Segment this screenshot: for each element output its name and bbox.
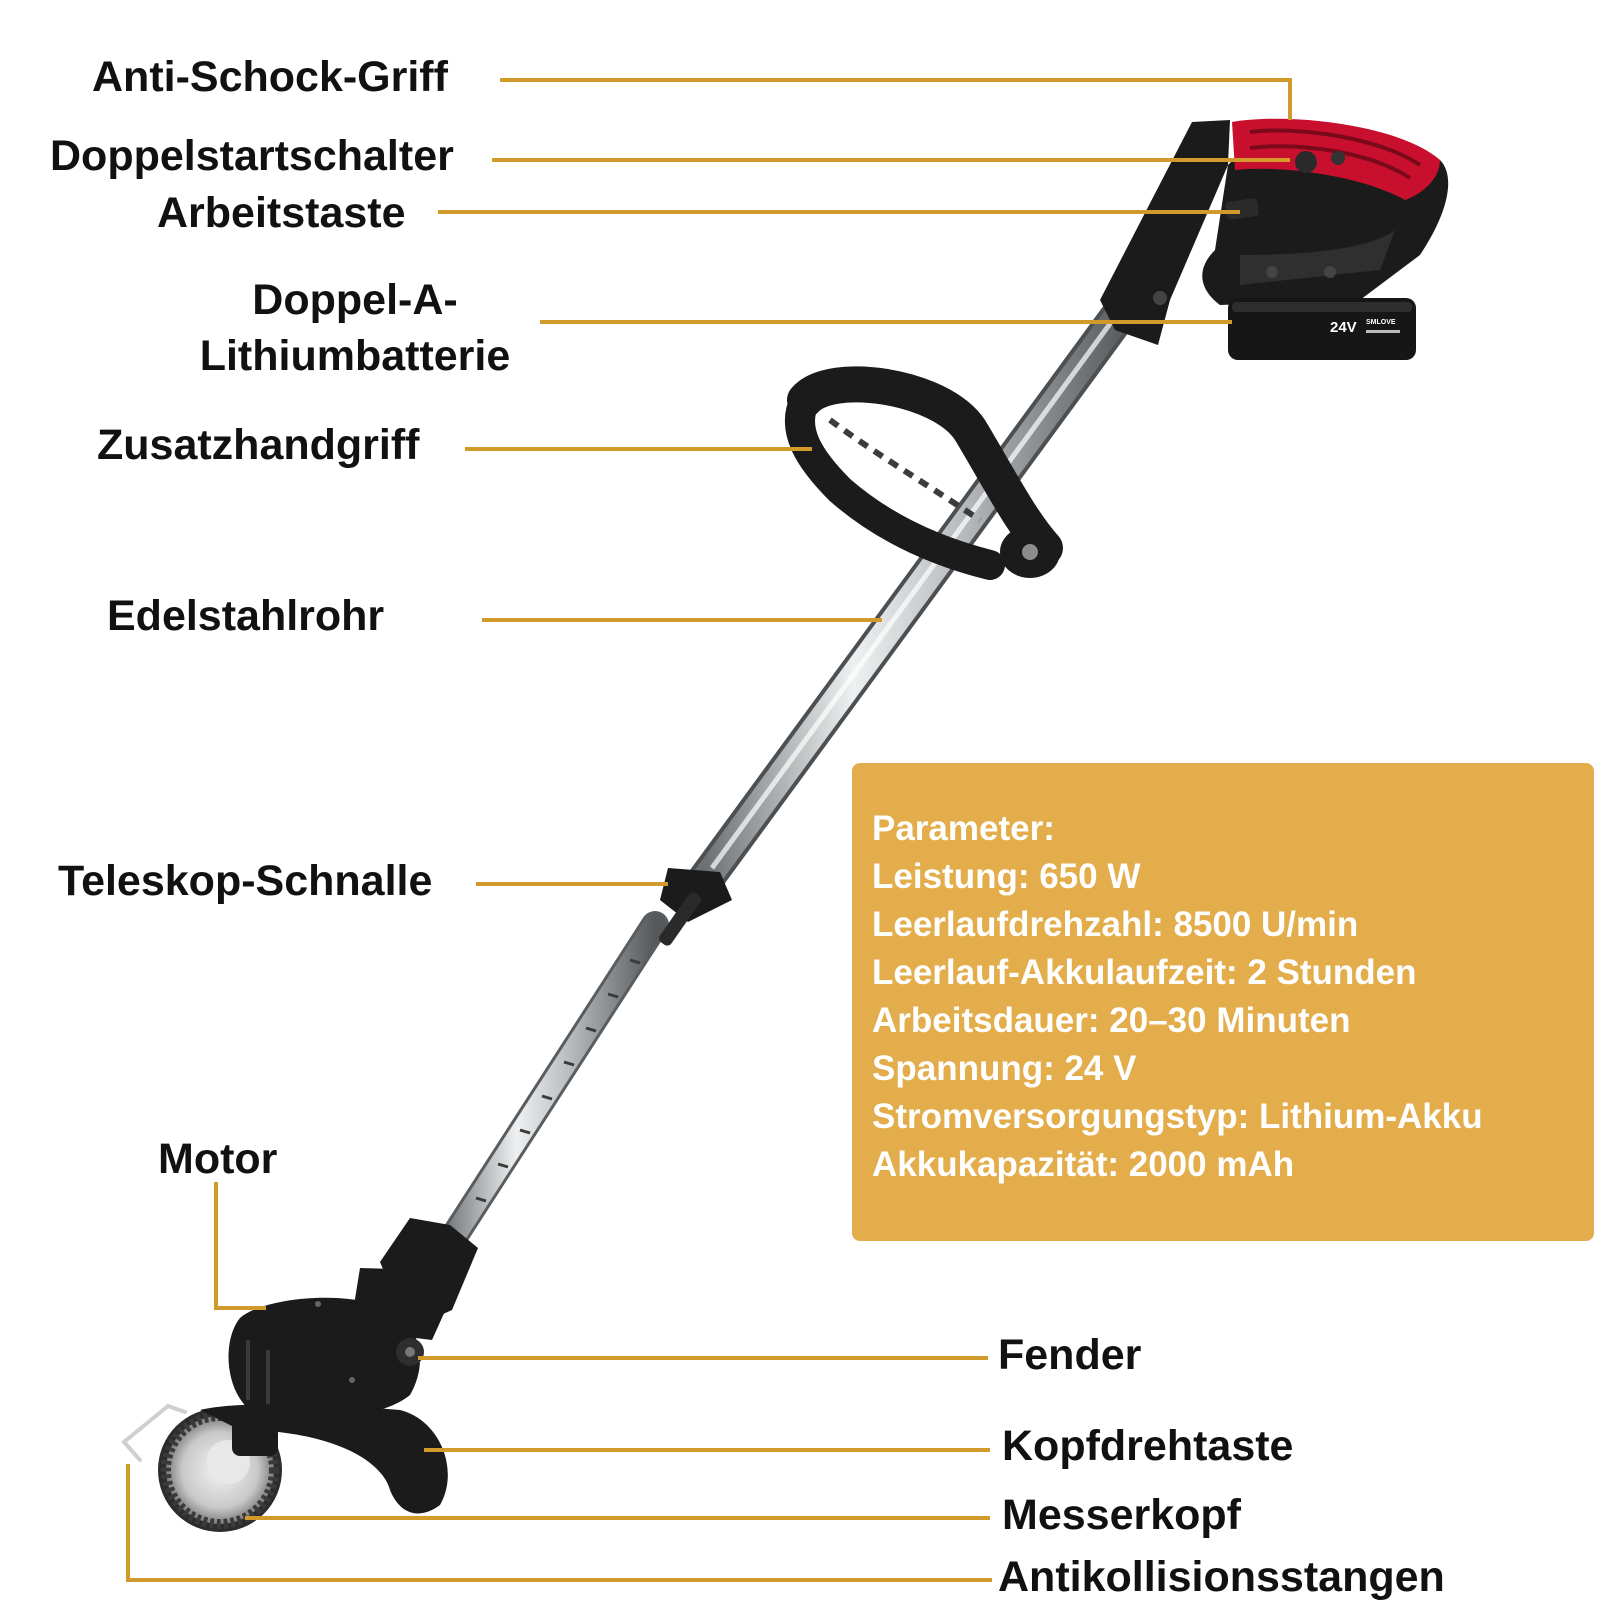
label-antikollisionsstangen: Antikollisionsstangen [998,1553,1445,1600]
parameter-arbeitsdauer: Arbeitsdauer: 20–30 Minuten [872,1001,1351,1040]
battery-brand-text: SMLOVE [1366,319,1396,326]
auxiliary-handle [800,384,1060,578]
parameter-spannung: Spannung: 24 V [872,1049,1137,1088]
label-motor: Motor [158,1135,278,1183]
label-teleskop-schnalle: Teleskop-Schnalle [58,857,433,905]
label-anti-schock-griff: Anti-Schock-Griff [92,53,448,101]
leader-motor [216,1182,266,1308]
label-battery-line2: Lithiumbatterie [199,332,511,380]
label-edelstahlrohr: Edelstahlrohr [107,592,385,640]
parameter-akkulaufzeit: Leerlauf-Akkulaufzeit: 2 Stunden [872,953,1417,992]
label-battery-line1: Doppel-A- [252,276,458,324]
parameter-stromversorgungstyp: Stromversorgungstyp: Lithium-Akku [872,1097,1483,1136]
leader-anti-schock-griff [500,80,1290,120]
telescopic-buckle [657,868,732,948]
parameter-leerlaufdrehzahl: Leerlaufdrehzahl: 8500 U/min [872,905,1359,944]
label-messerkopf: Messerkopf [1002,1491,1241,1539]
motor-housing [229,1218,478,1418]
parameter-panel [852,763,1594,1241]
label-kopfdrehtaste: Kopfdrehtaste [1002,1422,1294,1470]
parameter-akkukapazitaet: Akkukapazität: 2000 mAh [872,1145,1295,1184]
label-fender: Fender [998,1331,1142,1379]
label-battery [180,272,530,384]
label-doppelstartschalter: Doppelstartschalter [50,132,454,180]
label-arbeitstaste: Arbeitstaste [157,189,406,237]
battery-voltage-text: 24V [1330,319,1357,336]
battery-pack [1228,298,1416,360]
parameter-leistung: Leistung: 650 W [872,857,1141,896]
telescopic-lower-tube [442,925,655,1255]
label-zusatzhandgriff: Zusatzhandgriff [97,421,420,469]
parameter-heading: Parameter: [872,809,1055,848]
parameter-list [872,805,1483,1189]
